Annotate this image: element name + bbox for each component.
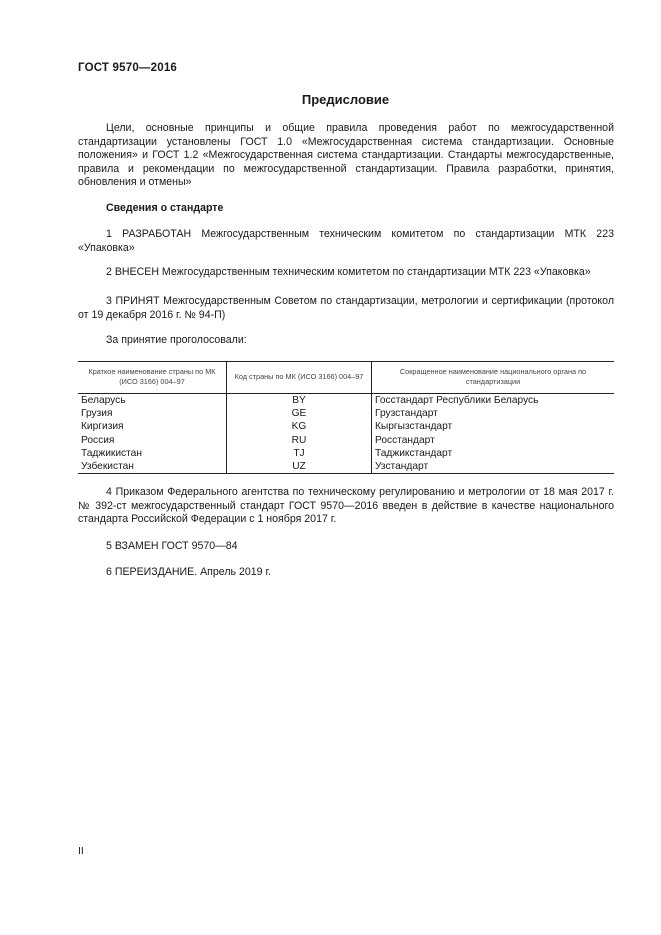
- voting-table: [78, 361, 614, 474]
- header-national-body: Сокращенное наименование национального органа по стандартизации: [372, 362, 615, 394]
- item-adopted: 3 ПРИНЯТ Межгосударственным Советом по стандартизации, метрологии и сертификации (протокол от 19 декабря 2016 г. № 94-П): [78, 295, 614, 321]
- page-number: II: [78, 845, 84, 857]
- cell-code: RU: [227, 434, 372, 447]
- cell-national-body: Таджикстандарт: [372, 447, 615, 460]
- table-row: [78, 420, 614, 433]
- cell-national-body: Кыргызстандарт: [372, 420, 615, 433]
- cell-country: Киргизия: [81, 421, 124, 433]
- cell-code: KG: [227, 420, 372, 433]
- table-row: [78, 434, 614, 447]
- item-developed: 1 РАЗРАБОТАН Межгосударственным техническим комитетом по стандартизации МТК 223 «Упаковка»: [78, 228, 614, 254]
- voted-label: За принятие проголосовали:: [106, 334, 247, 346]
- cell-country: Узбекистан: [78, 460, 227, 474]
- cell-country: Беларусь: [81, 395, 126, 406]
- table-row: [78, 447, 614, 460]
- cell-country: Таджикистан: [81, 447, 142, 459]
- cell-code: BY: [227, 394, 372, 408]
- item-replaces: 5 ВЗАМЕН ГОСТ 9570—84: [106, 540, 238, 552]
- cell-code: TJ: [227, 447, 372, 460]
- cell-code: GE: [227, 407, 372, 420]
- section-subheading: Сведения о стандарте: [106, 202, 224, 214]
- header-country-name: Краткое наименование страны по МК (ИСО 3166) 004–97: [78, 362, 227, 394]
- cell-national-body: Грузстандарт: [372, 407, 615, 420]
- item-order: 4 Приказом Федерального агентства по техническому регулированию и метрологии от 18 мая 2017 г. № 392-ст межгосударственный стандарт ГОСТ 9570—2016 введен в действие в качестве национального стандарта Российской Федерации с 1 ноября 2017 г.: [78, 486, 614, 526]
- cell-national-body: Узстандарт: [372, 460, 615, 474]
- header-country-code: Код страны по МК (ИСО 3166) 004–97: [227, 362, 372, 394]
- intro-paragraph: Цели, основные принципы и общие правила проведения работ по межгосударственной стандартизации установлены ГОСТ 1.0 «Межгосударственная система стандартизации. Основные положения» и ГОСТ 1.2 «Межгосударственная система стандартизации. Стандарты межгосударственные, правила и рекомендации по межгосударственной стандартизации. Правила разработки, принятия, обновления и отмены»: [78, 122, 614, 189]
- cell-national-body: Росстандарт: [372, 434, 615, 447]
- table-row: [78, 394, 614, 408]
- cell-national-body: Госстандарт Республики Беларусь: [372, 394, 615, 408]
- item-introduced: 2 ВНЕСЕН Межгосударственным техническим комитетом по стандартизации МТК 223 «Упаковка»: [106, 266, 591, 278]
- cell-country: Грузия: [81, 408, 113, 420]
- cell-country: Россия: [81, 434, 115, 446]
- table-row: [78, 460, 614, 474]
- table-row: [78, 407, 614, 420]
- standard-code-header: ГОСТ 9570—2016: [78, 62, 178, 74]
- table-header-row: [78, 362, 614, 394]
- cell-code: UZ: [227, 460, 372, 474]
- page-title: Предисловие: [301, 92, 390, 107]
- item-reissue: 6 ПЕРЕИЗДАНИЕ. Апрель 2019 г.: [106, 566, 272, 578]
